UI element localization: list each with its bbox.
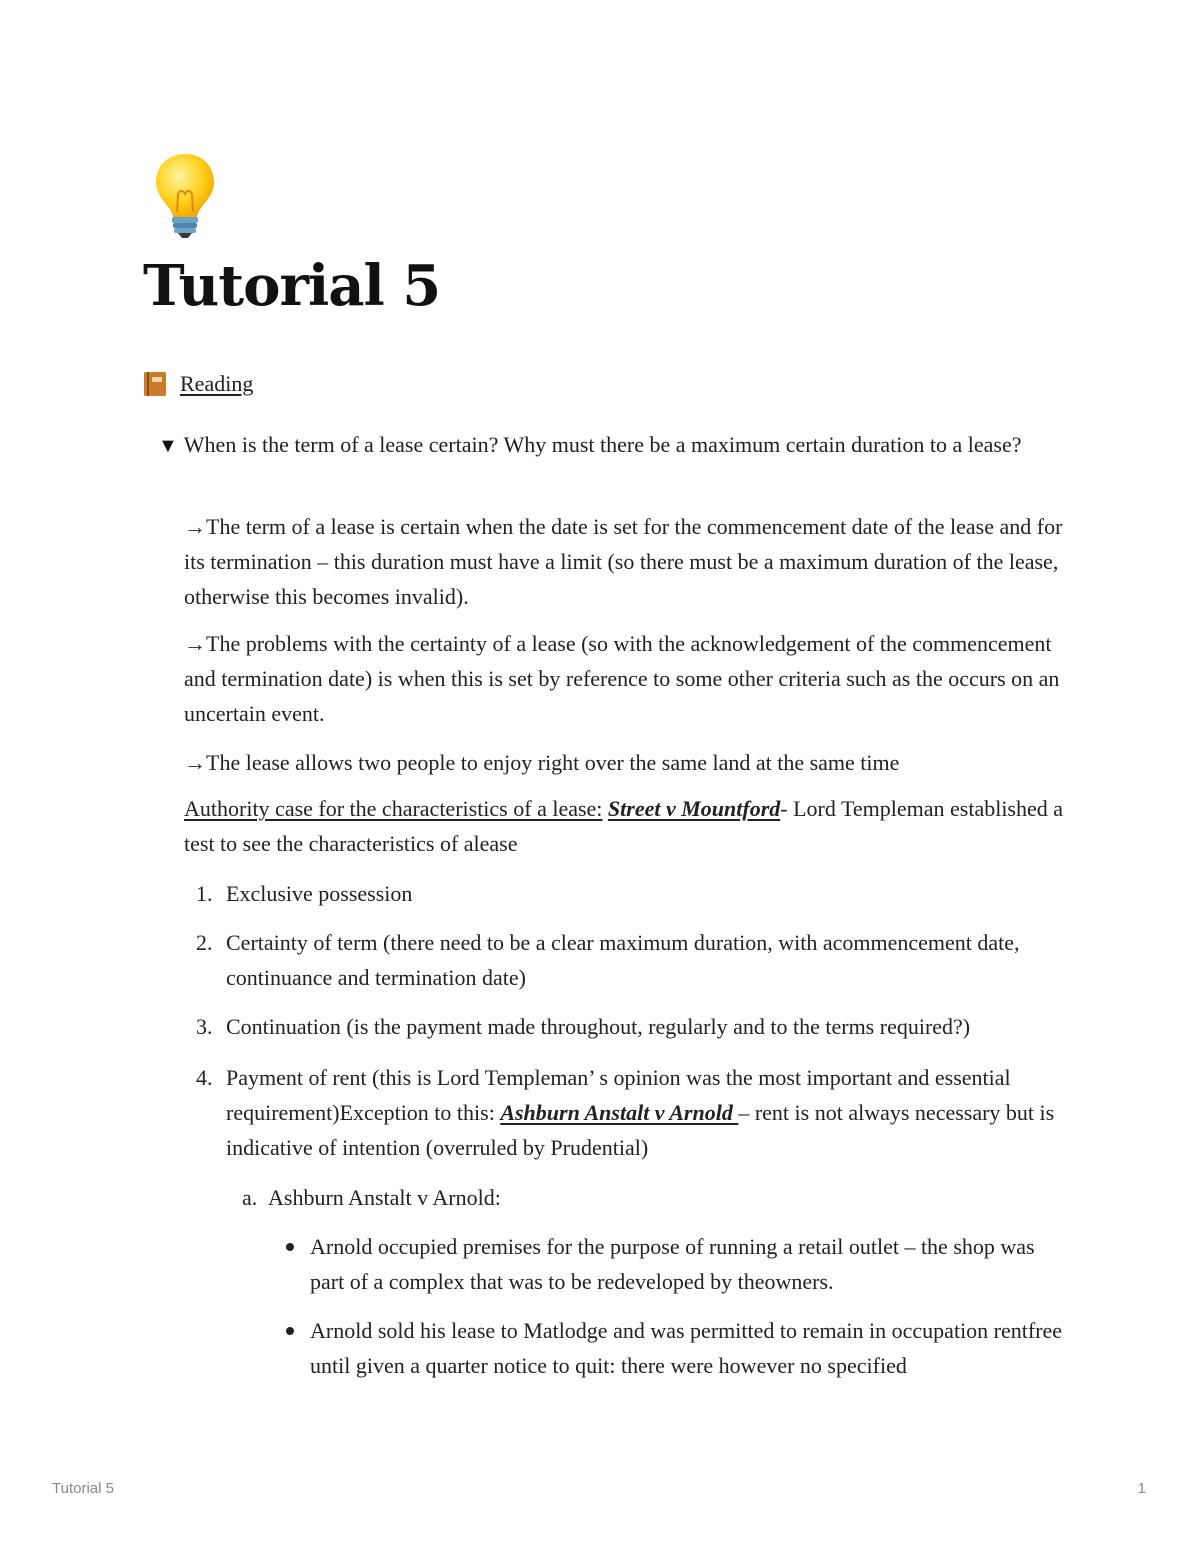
case-link-street-v-mountford[interactable]: Street v Mountford xyxy=(607,796,781,821)
list-number: 2. xyxy=(196,930,213,955)
sub-list-letter: a. xyxy=(242,1185,258,1210)
list-number: 4. xyxy=(196,1065,213,1090)
list-text-before: Payment of rent (this is Lord Templeman’ s opinion was the most important and essential requirement)Exception to this: xyxy=(226,1065,1011,1125)
paragraph: →The lease allows two people to enjoy right over the same land at the same time xyxy=(184,750,900,775)
page-title: Tutorial 5 xyxy=(143,253,441,319)
authority-rest: - Lord Templeman established a test to see the characteristics of alease xyxy=(184,796,1064,856)
list-number: 3. xyxy=(196,1014,213,1039)
list-text: Continuation (is the payment made throughout, regularly and to the terms required?) xyxy=(226,1014,971,1039)
paragraph: →The term of a lease is certain when the date is set for the commencement date of the lease and for its termination – this duration must have a limit (so there must be a maximum duration of the lease, otherwise this becomes invalid). xyxy=(184,514,1063,609)
list-text: Exclusive possession xyxy=(226,881,413,906)
book-icon xyxy=(143,371,167,397)
bullet-dot xyxy=(284,1229,310,1299)
case-link-ashburn-anstalt[interactable]: Ashburn Anstalt v Arnold xyxy=(500,1100,739,1125)
footer-title: Tutorial 5 xyxy=(52,1480,114,1497)
list-number: 1. xyxy=(196,881,213,906)
toggle-block[interactable] xyxy=(158,427,1038,464)
list-text xyxy=(226,1060,1056,1165)
list-item xyxy=(196,1060,1056,1165)
bullet-item xyxy=(284,1313,1064,1383)
authority-lead: Authority case for the characteristics of a lease: xyxy=(184,796,603,821)
reading-link[interactable] xyxy=(143,368,253,400)
bullet-dot xyxy=(284,1313,310,1383)
list-item xyxy=(196,876,1056,911)
list-text-after: – rent is not always necessary but is indicative of intention (overruled by Prudential) xyxy=(226,1100,1055,1160)
paragraph: →The problems with the certainty of a lease (so with the acknowledgement of the commencement and termination date) is when this is set by reference to some other criteria such as the occurs on an uncertain event. xyxy=(184,631,1060,726)
reading-link-label: Reading xyxy=(180,371,254,396)
list-item xyxy=(196,925,1056,995)
authority-paragraph xyxy=(184,791,1064,861)
bullet-text: Arnold occupied premises for the purpose of running a retail outlet – the shop was part of a complex that was to be redeveloped by theowners. xyxy=(310,1234,1035,1294)
toggle-question: When is the term of a lease certain? Why must there be a maximum certain duration to a lease? xyxy=(183,432,1022,457)
sub-list-item xyxy=(242,1180,1062,1215)
footer-page-number: 1 xyxy=(1137,1480,1146,1497)
bullet-item xyxy=(284,1229,1064,1299)
lightbulb-icon xyxy=(150,150,220,240)
sub-list-text: Ashburn Anstalt v Arnold: xyxy=(268,1185,501,1210)
triangle-down-icon[interactable]: ▼ xyxy=(158,435,178,457)
bullet-text: Arnold sold his lease to Matlodge and was permitted to remain in occupation rentfree until given a quarter notice to quit: there were however no specified xyxy=(310,1318,1063,1378)
list-item xyxy=(196,1009,1056,1044)
list-text: Certainty of term (there need to be a clear maximum duration, with acommencement date, continuance and termination date) xyxy=(226,930,1020,990)
